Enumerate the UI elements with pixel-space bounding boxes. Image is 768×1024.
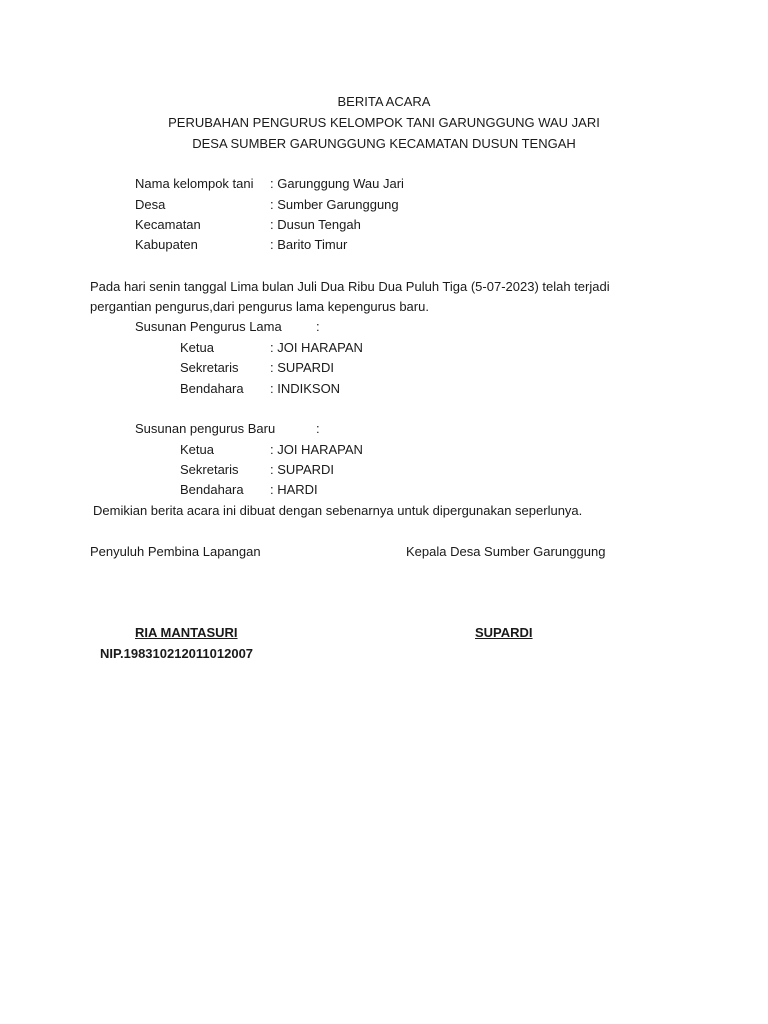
body-paragraph-line-2: pergantian pengurus,dari pengurus lama kepengurus baru. bbox=[90, 299, 429, 314]
signature-left-nip: NIP.198310212011012007 bbox=[100, 646, 254, 661]
identity-label-group: Nama kelompok tani bbox=[135, 176, 254, 191]
document-subtitle-1: PERUBAHAN PENGURUS KELOMPOK TANI GARUNGGUNG WAU JARI bbox=[168, 115, 600, 130]
old-board-role-treasurer: Bendahara bbox=[180, 381, 244, 396]
old-board-role-chair: Ketua bbox=[180, 340, 214, 355]
document-title: BERITA ACARA bbox=[337, 94, 431, 109]
new-board-colon: : bbox=[316, 421, 320, 436]
closing-statement: Demikian berita acara ini dibuat dengan sebenarnya untuk dipergunakan seperlunya. bbox=[93, 503, 583, 518]
identity-label-district: Kecamatan bbox=[135, 217, 201, 232]
old-board-heading: Susunan Pengurus Lama bbox=[135, 319, 282, 334]
new-board-heading: Susunan pengurus Baru bbox=[135, 421, 276, 436]
identity-label-village: Desa bbox=[135, 197, 166, 212]
signature-left-name: RIA MANTASURI bbox=[135, 625, 238, 640]
identity-value-regency: : Barito Timur bbox=[270, 237, 348, 252]
identity-label-regency: Kabupaten bbox=[135, 237, 198, 252]
signature-right-title: Kepala Desa Sumber Garunggung bbox=[406, 544, 606, 559]
new-board-name-chair: : JOI HARAPAN bbox=[270, 442, 363, 457]
body-paragraph-line-1: Pada hari senin tanggal Lima bulan Juli Dua Ribu Dua Puluh Tiga (5-07-2023) telah terjadi bbox=[90, 279, 610, 294]
signature-left-title: Penyuluh Pembina Lapangan bbox=[90, 544, 261, 559]
identity-value-district: : Dusun Tengah bbox=[270, 217, 361, 232]
signature-right-name: SUPARDI bbox=[475, 625, 533, 640]
old-board-name-treasurer: : INDIKSON bbox=[270, 381, 341, 396]
new-board-role-chair: Ketua bbox=[180, 442, 214, 457]
old-board-role-secretary: Sekretaris bbox=[180, 360, 239, 375]
new-board-role-treasurer: Bendahara bbox=[180, 482, 244, 497]
old-board-name-chair: : JOI HARAPAN bbox=[270, 340, 363, 355]
new-board-role-secretary: Sekretaris bbox=[180, 462, 239, 477]
old-board-colon: : bbox=[316, 319, 320, 334]
new-board-name-secretary: : SUPARDI bbox=[270, 462, 335, 477]
identity-value-village: : Sumber Garunggung bbox=[270, 197, 399, 212]
identity-value-group: : Garunggung Wau Jari bbox=[270, 176, 404, 191]
document-subtitle-2: DESA SUMBER GARUNGGUNG KECAMATAN DUSUN TENGAH bbox=[192, 136, 576, 151]
old-board-name-secretary: : SUPARDI bbox=[270, 360, 335, 375]
new-board-name-treasurer: : HARDI bbox=[270, 482, 318, 497]
